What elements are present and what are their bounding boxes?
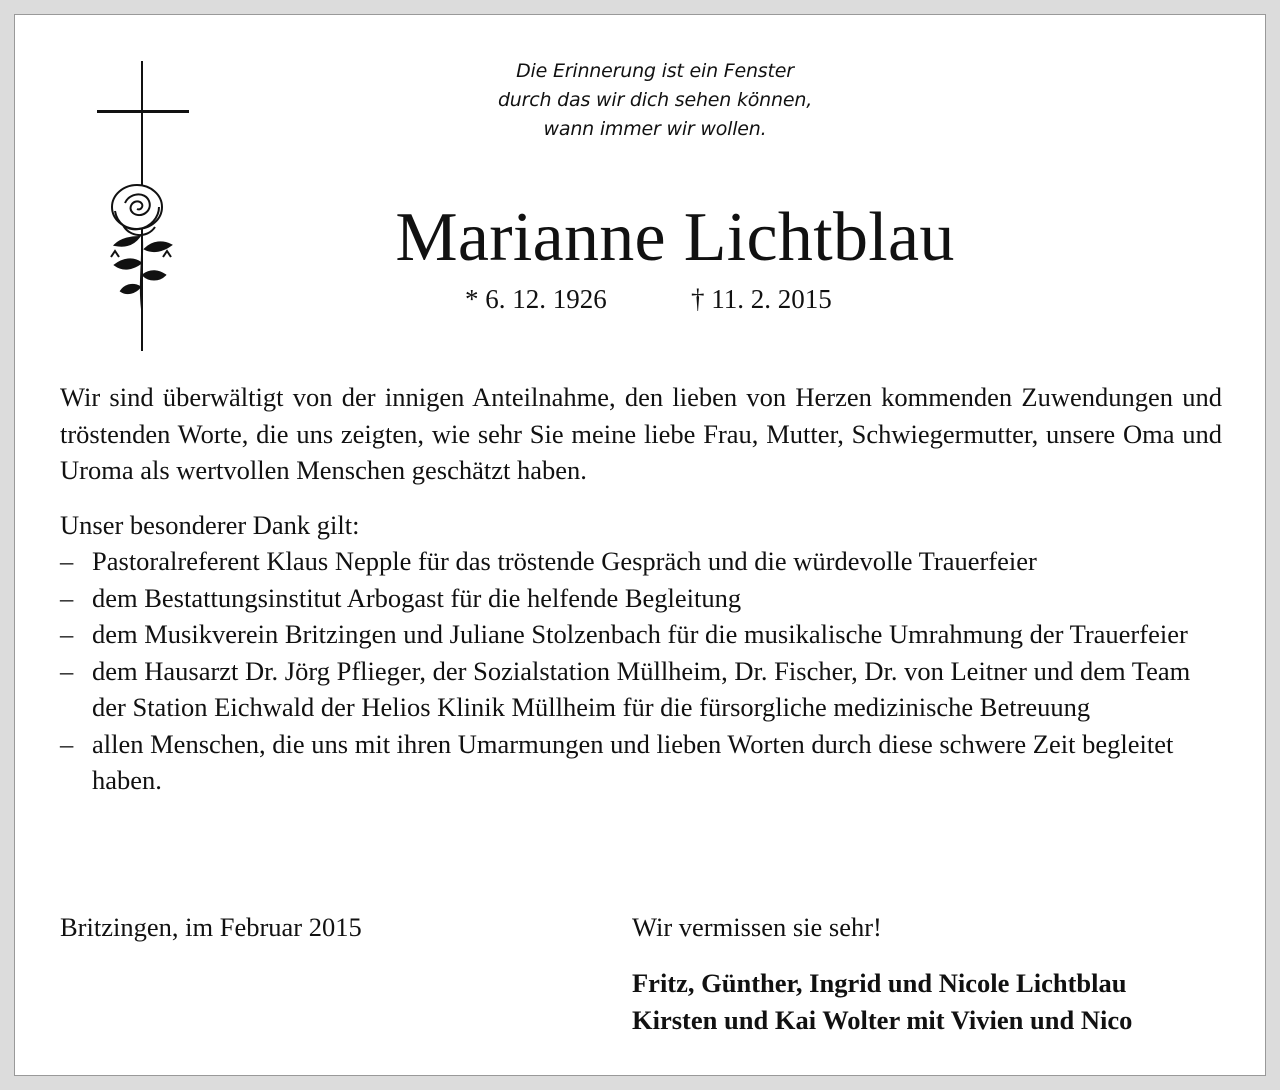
list-item: [60, 616, 1222, 653]
list-item: [60, 580, 1222, 617]
signers: [632, 965, 1132, 1038]
obituary-card: [14, 14, 1266, 1076]
deceased-name: Marianne Lichtblau: [395, 199, 955, 276]
motto: [355, 57, 955, 144]
list-item: [60, 726, 1222, 799]
bullet-dash: –: [60, 619, 74, 649]
intro-paragraph: Wir sind überwältigt von der innigen Anteilnahme, den lieben von Herzen kommenden Zuwendungen und tröstenden Worte, die uns zeigten, wie sehr Sie meine liebe Frau, Mutter, Schwiegermutter, unsere Oma und Uroma als wertvollen Menschen geschätzt haben.: [60, 382, 1222, 485]
bullet-dash: –: [60, 546, 74, 576]
death-date: † 11. 2. 2015: [691, 284, 832, 314]
list-item: [60, 543, 1222, 580]
thanks-text: [60, 379, 1222, 799]
list-item-text: dem Hausarzt Dr. Jörg Pflieger, der Sozialstation Müllheim, Dr. Fischer, Dr. von Leitner und dem Team der Station Eichwald der Helios Klinik Müllheim für die fürsorgliche medizinische Betreuung: [92, 655, 1191, 722]
thanks-list: [60, 543, 1222, 799]
signer-line: Kirsten und Kai Wolter mit Vivien und Nico: [632, 1004, 1133, 1035]
place-date: Britzingen, im Februar 2015: [60, 912, 362, 942]
signer-line: Fritz, Günther, Ingrid und Nicole Lichtblau: [632, 968, 1127, 998]
closing-line: Wir vermissen sie sehr!: [632, 912, 882, 942]
list-item-text: dem Bestattungsinstitut Arbogast für die helfende Begleitung: [92, 582, 742, 613]
thanks-heading: Unser besonderer Dank gilt:: [60, 509, 360, 540]
cross-with-rose: [93, 61, 193, 353]
bullet-dash: –: [60, 582, 74, 613]
motto-line: durch das wir dich sehen können,: [497, 89, 813, 111]
list-item: [60, 653, 1222, 726]
bullet-dash: –: [60, 728, 74, 759]
birth-date: * 6. 12. 1926: [465, 284, 607, 314]
list-item-text: Pastoralreferent Klaus Nepple für das tröstende Gespräch und die würdevolle Trauerfeier: [92, 546, 1037, 576]
motto-line: Die Erinnerung ist ein Fenster: [516, 60, 794, 82]
motto-line: wann immer wir wollen.: [543, 118, 767, 140]
bullet-dash: –: [60, 655, 74, 686]
cross-icon: [93, 61, 193, 353]
list-item-text: dem Musikverein Britzingen und Juliane Stolzenbach für die musikalische Umrahmung der Trauerfeier: [92, 619, 1188, 649]
list-item-text: allen Menschen, die uns mit ihren Umarmungen und lieben Worten durch diese schwere Zeit begleitet haben.: [92, 728, 1174, 795]
